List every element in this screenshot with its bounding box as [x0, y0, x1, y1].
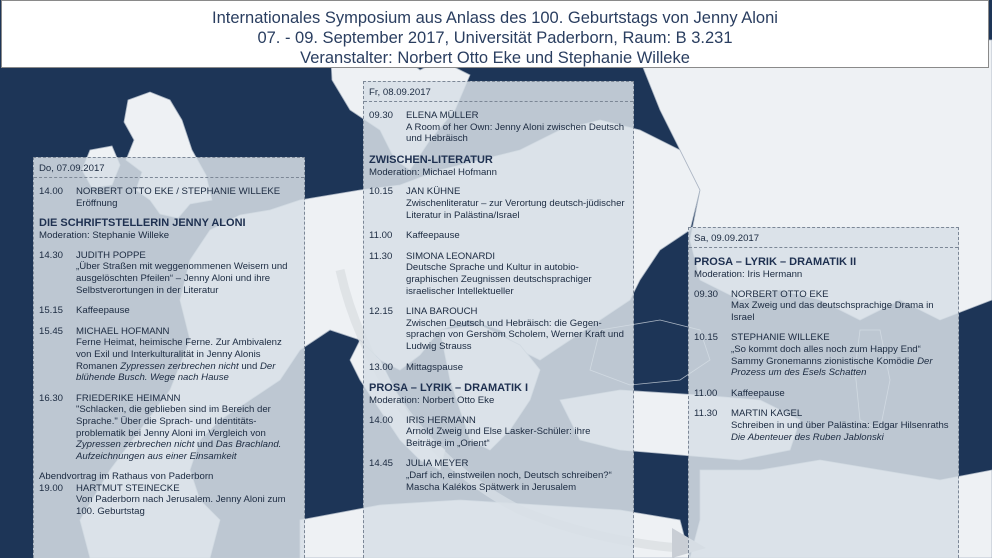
header-organizers: Veranstalter: Norbert Otto Eke und Stephanie Willeke: [300, 49, 690, 67]
break-label: Kaffeepause: [731, 387, 785, 399]
speaker-name: HARTMUT STEINECKE: [76, 482, 180, 494]
schedule-entry: [34, 326, 304, 384]
entry-time: 15.45: [39, 325, 64, 337]
talk-title: Max Zweig und das deutschsprachige Drama in Israel: [731, 300, 934, 323]
entry-time: 10.15: [369, 186, 394, 198]
speaker-name: ELENA MÜLLER: [406, 110, 479, 121]
divider: [689, 247, 958, 248]
speaker-name: LINA BAROUCH: [406, 306, 478, 318]
schedule-entry: [364, 110, 633, 145]
speaker-name: MICHAEL HOFMANN: [76, 325, 170, 337]
schedule-day-1: [33, 157, 305, 558]
section-heading: PROSA – LYRIK – DRAMATIK II: [694, 256, 857, 268]
schedule-entry: [34, 305, 304, 317]
entry-time: 11.00: [694, 387, 718, 399]
day-1-date: Do, 07.09.2017: [39, 163, 105, 174]
talk-title: A Room of her Own: Jenny Aloni zwischen Deutsch und Hebräisch: [406, 121, 625, 145]
speaker-name: IRIS HERMANN: [406, 414, 476, 426]
entry-time: 14.00: [39, 186, 64, 197]
schedule-entry: [364, 458, 633, 493]
speaker-name: NORBERT OTTO EKE: [731, 288, 829, 300]
schedule-entry: [689, 388, 958, 400]
entry-time: 14.30: [39, 249, 64, 261]
header-dates: 07. - 09. September 2017, Universität Paderborn, Raum: B 3.231: [257, 29, 733, 47]
schedule-entry: [364, 306, 633, 352]
evening-note: Abendvortrag im Rathaus von Paderborn: [39, 471, 214, 483]
entry-time: 11.30: [694, 408, 718, 420]
entry-time: 15.15: [39, 305, 64, 317]
entry-time: 13.00: [369, 361, 394, 373]
entry-time: 11.30: [369, 250, 393, 262]
schedule-day-2: [363, 81, 634, 558]
speaker-name: MARTIN KAGEL: [731, 408, 803, 420]
schedule-day-3: [688, 227, 959, 558]
schedule-entry: [34, 250, 304, 296]
speaker-name: SIMONA LEONARDI: [406, 250, 496, 262]
talk-title: Deutsche Sprache und Kultur in autobio-graphischen Zeugnissen deutschsprachiger israelischer Intellektueller: [406, 262, 592, 297]
entry-time: 14.00: [369, 414, 394, 426]
talk-title: Schreiben in und über Palästina: Edgar Hilsenraths Die Abenteuer des Ruben Jablonski: [731, 419, 949, 443]
moderation: Moderation: Michael Hofmann: [369, 166, 497, 178]
entry-time: 09.30: [694, 288, 719, 300]
talk-title: „So kommt doch alles noch zum Happy End“ Sammy Gronemanns zionistische Komödie Der Prozess um des Esels Schatten: [731, 343, 933, 379]
speaker-name: JAN KÜHNE: [406, 186, 461, 198]
schedule-entry: [364, 230, 633, 242]
header-title: Internationales Symposium aus Anlass des 100. Geburtstags von Jenny Aloni: [212, 9, 778, 27]
break-label: Mittagspause: [406, 361, 464, 373]
speaker-name: STEPHANIE WILLEKE: [731, 332, 830, 344]
section-heading: ZWISCHEN-LITERATUR: [369, 153, 493, 166]
section-heading: PROSA – LYRIK – DRAMATIK I: [369, 382, 529, 395]
entry-time: 19.00: [39, 482, 64, 494]
moderation: Moderation: Iris Hermann: [694, 269, 803, 280]
moderation: Moderation: Norbert Otto Eke: [369, 395, 495, 407]
schedule-entry: [34, 393, 304, 463]
talk-title: „Über Straßen mit weggenommenen Weisern und ausgelöschten Pfeilen“ – Jenny Aloni und ihre Selbstverortungen in der Literatur: [76, 261, 288, 296]
talk-title: "Schlacken, die geblieben sind im Bereich der Sprache." Über die Sprach- und Identitäts-problematik bei Jenny Aloni im Vergleich von Zypressen zerbrechen nicht und Das Brachland. Aufzeichnungen aus einer Einsamkeit: [76, 404, 282, 462]
schedule-entry: [34, 186, 304, 209]
entry-time: 11.00: [369, 230, 393, 242]
talk-title: „Darf ich, einstweilen noch, Deutsch schreiben?“ Mascha Kalékos Spätwerk in Jerusalem: [406, 470, 612, 493]
entry-time: 12.15: [369, 306, 394, 318]
schedule-entry: [364, 186, 633, 221]
schedule-entry: [364, 415, 633, 450]
talk-title: Arnold Zweig und Else Lasker-Schüler: ihre Beiträge im „Orient“: [406, 426, 591, 449]
entry-time: 14.45: [369, 458, 394, 470]
speaker-name: JUDITH POPPE: [76, 249, 146, 261]
divider: [34, 177, 304, 178]
speaker-name: NORBERT OTTO EKE / STEPHANIE WILLEKE: [76, 186, 281, 197]
speaker-name: FRIEDERIKE HEIMANN: [76, 392, 181, 404]
schedule-entry: [364, 251, 633, 297]
schedule-entry: [689, 408, 958, 443]
schedule-entry: [689, 332, 958, 378]
talk-title: Zwischenliteratur – zur Verortung deutsch-jüdischer Literatur in Palästina/Israel: [406, 197, 625, 221]
entry-time: 16.30: [39, 392, 64, 404]
talk-title: Von Paderborn nach Jerusalem. Jenny Aloni zum 100. Geburtstag: [76, 494, 286, 518]
day-3-date: Sa, 09.09.2017: [694, 233, 760, 244]
divider: [364, 101, 633, 102]
break-label: Kaffeepause: [406, 230, 460, 242]
talk-title: Ferne Heimat, heimische Ferne. Zur Ambivalenz von Exil und Interkulturalität in Jenny Alonis Romanen Zypressen zerbrechen nicht und Der blühende Busch. Wege nach Hause: [76, 337, 282, 384]
schedule-entry: [34, 483, 304, 518]
talk-title: Zwischen Deutsch und Hebräisch: die Gegen-sprachen von Gershom Scholem, Werner Kraft und Ludwig Strauss: [406, 317, 624, 352]
break-label: Kaffeepause: [76, 305, 130, 317]
entry-time: 10.15: [694, 332, 719, 344]
entry-time: 09.30: [369, 110, 394, 121]
header-banner: [1, 0, 989, 68]
speaker-name: JULIA MEYER: [406, 458, 469, 470]
section-heading: DIE SCHRIFTSTELLERIN JENNY ALONI: [39, 217, 246, 230]
schedule-entry: [689, 289, 958, 324]
day-2-date: Fr, 08.09.2017: [369, 87, 431, 98]
moderation: Moderation: Stephanie Willeke: [39, 230, 170, 242]
talk-title: Eröffnung: [76, 197, 118, 209]
schedule-entry: [364, 362, 633, 374]
